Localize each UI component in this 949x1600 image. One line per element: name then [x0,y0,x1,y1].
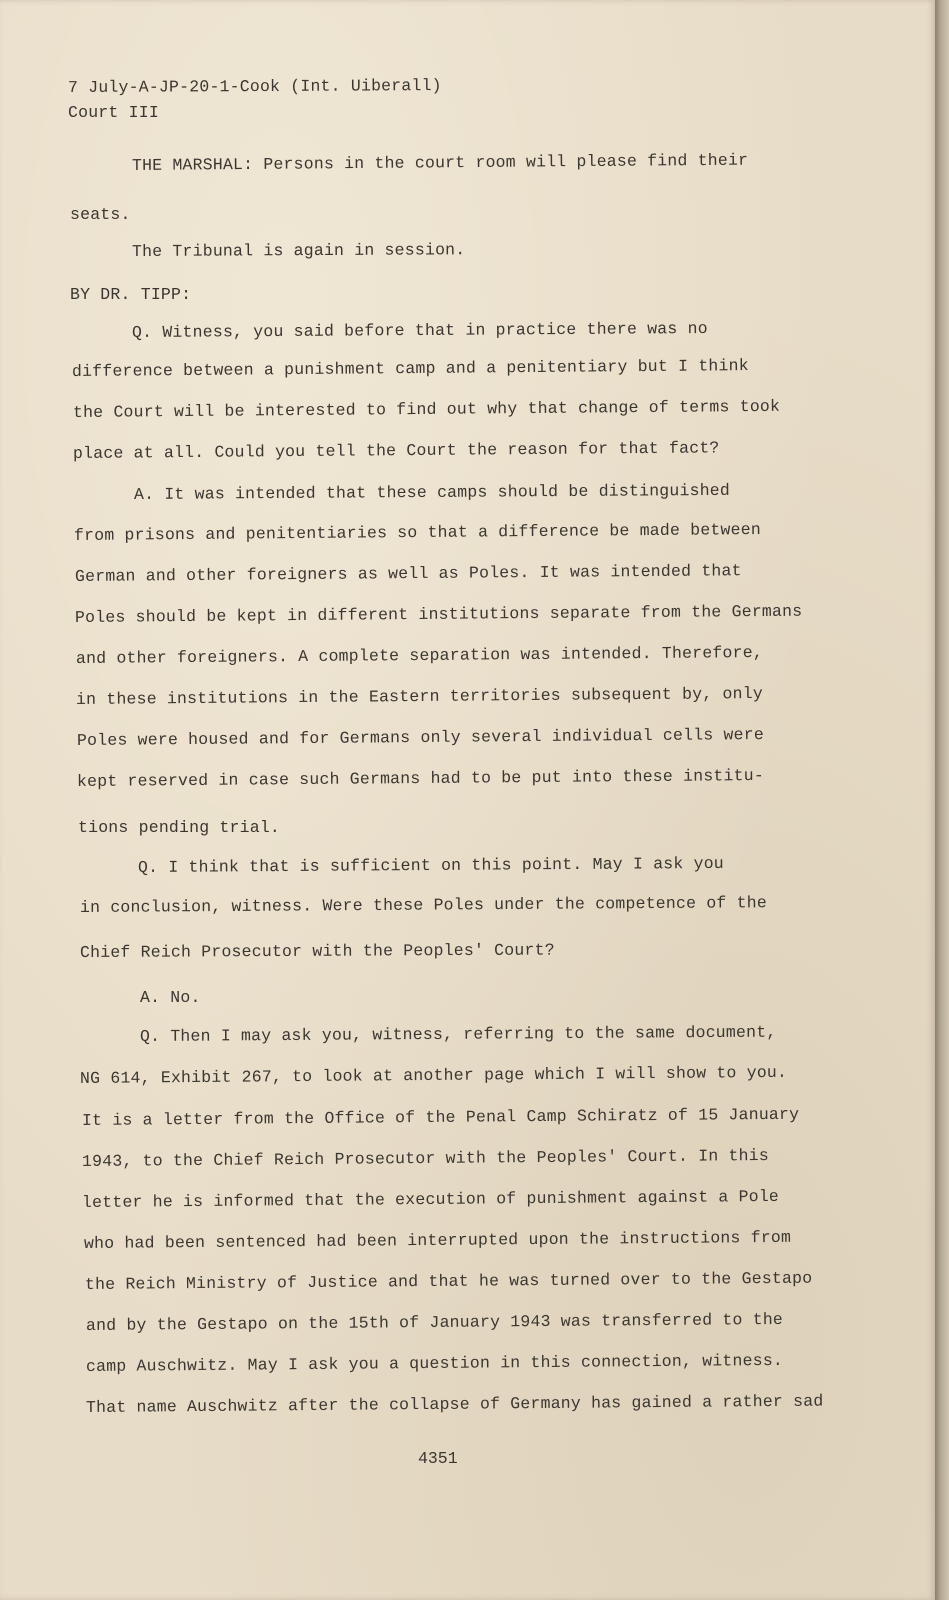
text-line: and other foreigners. A complete separation was intended. Therefore, [75,643,763,668]
header-line-1: 7 July-A-JP-20-1-Cook (Int. Uiberall) [67,76,442,97]
text-line: Poles were housed and for Germans only several individual cells were [76,725,764,750]
text-line: THE MARSHAL: Persons in the court room will please find their [131,150,749,175]
page-edge [935,0,949,1600]
text-line: letter he is informed that the execution of punishment against a Pole [81,1186,780,1212]
text-line: and by the Gestapo on the 15th of January 1943 was transferred to the [85,1309,784,1335]
text-line: Q. Witness, you said before that in practice there was no [131,318,708,342]
text-line: 1943, to the Chief Reich Prosecutor with the Peoples' Court. In this [81,1146,769,1171]
text-line: The Tribunal is again in session. [131,240,466,261]
text-line: It is a letter from the Office of the Penal Camp Schiratz of 15 January [81,1104,800,1130]
text-line: the Court will be interested to find out why that change of terms took [72,396,781,422]
text-line: the Reich Ministry of Justice and that he was turned over to the Gestapo [84,1268,813,1294]
text-line: Q. I think that is sufficient on this point. May I ask you [137,853,724,877]
text-line: kept reserved in case such Germans had to be put into these institu- [76,766,764,791]
header-line-2: Court III [68,103,159,122]
text-line: seats. [70,205,131,224]
text-line: in conclusion, witness. Were these Poles under the competence of the [79,893,767,917]
page-number: 4351 [418,1449,458,1468]
text-line: place at all. Could you tell the Court the reason for that fact? [72,438,720,463]
text-line: Chief Reich Prosecutor with the Peoples' Court? [79,940,555,962]
text-line: A. No. [140,988,201,1007]
text-line: camp Auschwitz. May I ask you a question in this connection, witness. [85,1350,784,1376]
text-line: from prisons and penitentiaries so that a difference be made between [73,520,761,545]
text-line: Poles should be kept in different institutions separate from the Germans [74,601,803,627]
text-line: tions pending trial. [78,818,281,837]
text-line: German and other foreigners as well as Poles. It was intended that [74,561,742,586]
text-line: NG 614, Exhibit 267, to look at another page which I will show to you. [79,1062,788,1088]
text-line: Q. Then I may ask you, witness, referring to the same document, [139,1022,777,1046]
text-line: That name Auschwitz after the collapse of Germany has gained a rather sad [85,1391,824,1417]
text-line: in these institutions in the Eastern territories subsequent by, only [75,684,763,709]
text-line: who had been sentenced had been interrupted upon the instructions from [83,1227,792,1253]
text-line: difference between a punishment camp and a penitentiary but I think [71,356,749,381]
text-line: A. It was intended that these camps should be distinguished [133,480,731,504]
text-line: BY DR. TIPP: [70,285,192,304]
